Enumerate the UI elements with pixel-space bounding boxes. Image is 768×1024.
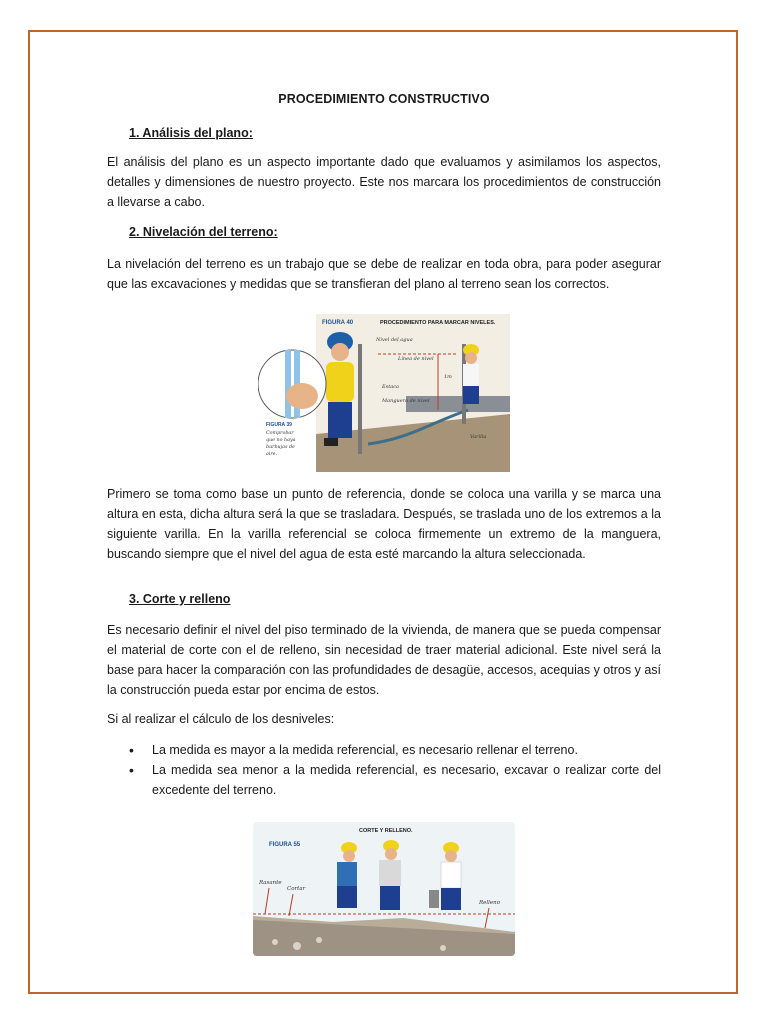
- annot-stake: Estaca: [382, 384, 399, 390]
- section-2-paragraph-2: Primero se toma como base un punto de referencia, donde se coloca una varilla y se marca una altura en esta, dicha altura será la que se trasladara. Después, se traslada uno de los extremos a la siguiente varilla. En la varilla referencial se coloca firmemente un extremo de la manguera, buscando siempre que el nivel del agua de esta esté marcando la altura seleccionada.: [107, 487, 661, 561]
- section-2-heading: 2. Nivelación del terreno:: [129, 225, 278, 239]
- annot-hose: Manguera de nivel: [382, 398, 430, 404]
- annot-height: 1m: [444, 374, 452, 380]
- inset-caption-line-4: aire.: [266, 452, 278, 457]
- figure-1-title: PROCEDIMIENTO PARA MARCAR NIVELES.: [380, 320, 496, 326]
- annot-water-level: Nivel del agua: [376, 337, 413, 343]
- figure-cut-fill-illustration: [253, 822, 515, 956]
- figure-leveling-illustration: [258, 314, 510, 472]
- figure-39-label: FIGURA 39: [266, 422, 292, 428]
- figure-1-label: FIGURA 40: [322, 320, 354, 326]
- figure-2-title: CORTE Y RELLENO.: [359, 828, 413, 834]
- figure-leveling: [258, 314, 510, 472]
- section-1-paragraph: El análisis del plano es un aspecto importante dado que evaluamos y asimilamos los aspectos, detalles y dimensiones de nuestro proyecto. Este nos marcara los procedimientos de construcción a llevarse a cabo.: [107, 155, 661, 209]
- section-3-intro: Si al realizar el cálculo de los desniveles:: [107, 712, 335, 726]
- inset-caption-line-1: Comprobar: [266, 431, 294, 436]
- inset-caption-line-3: burbujas de: [266, 445, 295, 450]
- section-3-heading: 3. Corte y relleno: [129, 592, 231, 606]
- list-item: • La medida sea menor a la medida referencial, es necesario, excavar o realizar corte del excedente del terreno.: [107, 760, 661, 800]
- section-3-paragraph: Es necesario definir el nivel del piso terminado de la vivienda, de manera que se pueda compensar el material de corte con el de relleno, sin necesidad de traer material adicional. Este nivel será la base para hacer la comparación con las profundidades de desagüe, accesos, acequias y otros y así la construcción pueda estar por encima de estos.: [107, 623, 661, 697]
- page-title: PROCEDIMIENTO CONSTRUCTIVO: [278, 92, 490, 106]
- list-item: • La medida es mayor a la medida referencial, es necesario rellenar el terreno.: [107, 740, 661, 760]
- annot-level-line: Línea de nivel: [398, 356, 434, 362]
- annot-fill: Relleno: [479, 900, 501, 906]
- section-1-heading: 1. Análisis del plano:: [129, 126, 253, 140]
- inset-caption-line-2: que no haya: [266, 438, 296, 443]
- annot-rod: Varilla: [470, 434, 487, 440]
- section-2-paragraph: La nivelación del terreno es un trabajo que se debe de realizar en toda obra, para poder asegurar que las excavaciones y medidas que se transfieran del plano al terreno sean los correctos.: [107, 257, 661, 291]
- figure-cut-fill: [253, 822, 515, 956]
- figure-2-label: FIGURA 55: [269, 842, 301, 848]
- desnivel-bullet-list: [107, 740, 661, 800]
- annot-cut: Cortar: [287, 886, 306, 892]
- annot-grade: Rasante: [259, 880, 282, 886]
